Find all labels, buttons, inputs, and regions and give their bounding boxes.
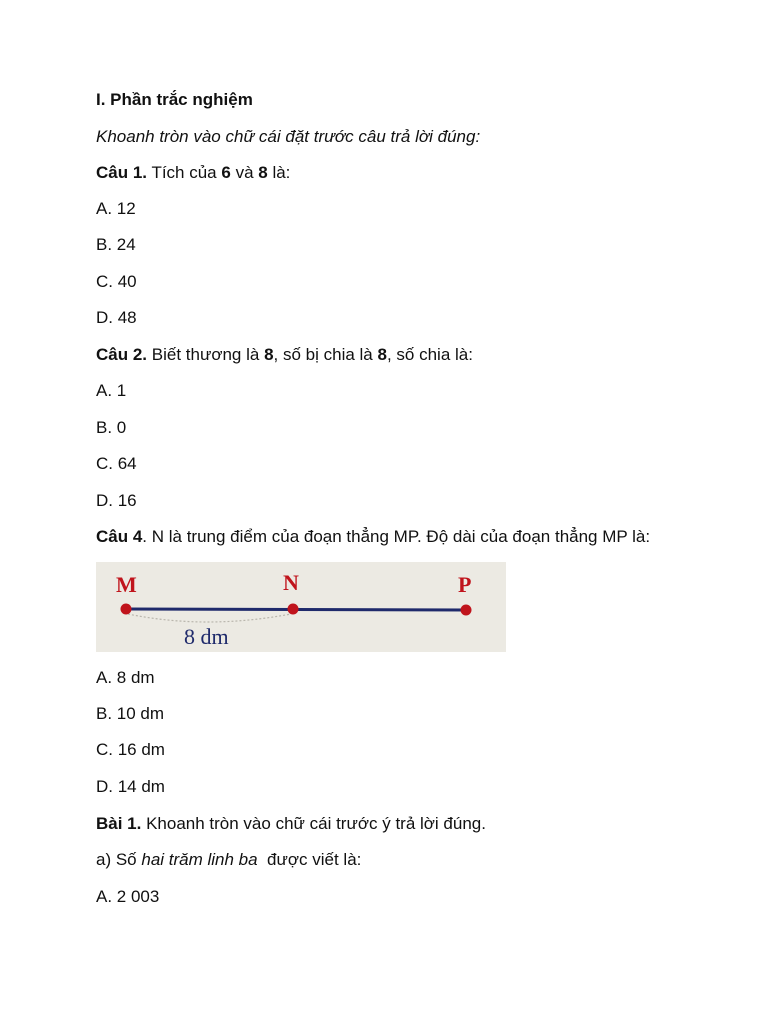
q1-option-c[interactable]: C. 40: [96, 272, 137, 291]
q4-option-d[interactable]: D. 14 dm: [96, 777, 165, 796]
q1-option-d[interactable]: D. 48: [96, 308, 137, 327]
length-label: 8 dm: [184, 624, 229, 649]
question-4: Câu 4. N là trung điểm của đoạn thẳng MP. Độ dài của đoạn thẳng MP là:: [96, 527, 651, 546]
q2-option-c[interactable]: C. 64: [96, 454, 137, 473]
exercise-1: Bài 1. Khoanh tròn vào chữ cái trước ý trả lời đúng.: [96, 814, 486, 833]
q4-option-b[interactable]: B. 10 dm: [96, 704, 165, 723]
point-m: [121, 604, 132, 615]
q2-option-d[interactable]: D. 16: [96, 491, 137, 510]
q4-option-c[interactable]: C. 16 dm: [96, 740, 165, 759]
point-p-label: P: [458, 572, 472, 597]
question-1-label: Câu 1.: [96, 163, 148, 182]
q2-option-b[interactable]: B. 0: [96, 418, 127, 437]
question-4-label: Câu 4: [96, 527, 143, 546]
q1-option-a[interactable]: A. 12: [96, 199, 136, 218]
point-m-label: M: [116, 572, 137, 597]
question-2: Câu 2. Biết thương là 8, số bị chia là 8, số chia là:: [96, 345, 473, 364]
point-n-label: N: [283, 570, 299, 595]
question-1: Câu 1. Tích của 6 và 8 là:: [96, 163, 291, 182]
bai1-option-a[interactable]: A. 2 003: [96, 887, 160, 906]
segment-figure: [96, 562, 506, 652]
point-n: [288, 604, 299, 615]
question-2-label: Câu 2.: [96, 345, 148, 364]
instruction-text: Khoanh tròn vào chữ cái đặt trước câu trả lời đúng:: [96, 127, 481, 146]
exercise-1-part-a: a) Số hai trăm linh ba được viết là:: [96, 850, 362, 869]
q1-option-b[interactable]: B. 24: [96, 235, 136, 254]
segment-mn-brace: [128, 614, 291, 622]
q4-option-a[interactable]: A. 8 dm: [96, 668, 155, 687]
section-heading: I. Phần trắc nghiệm: [96, 90, 253, 109]
exercise-1-label: Bài 1.: [96, 814, 142, 833]
point-p: [461, 605, 472, 616]
q2-option-a[interactable]: A. 1: [96, 381, 127, 400]
